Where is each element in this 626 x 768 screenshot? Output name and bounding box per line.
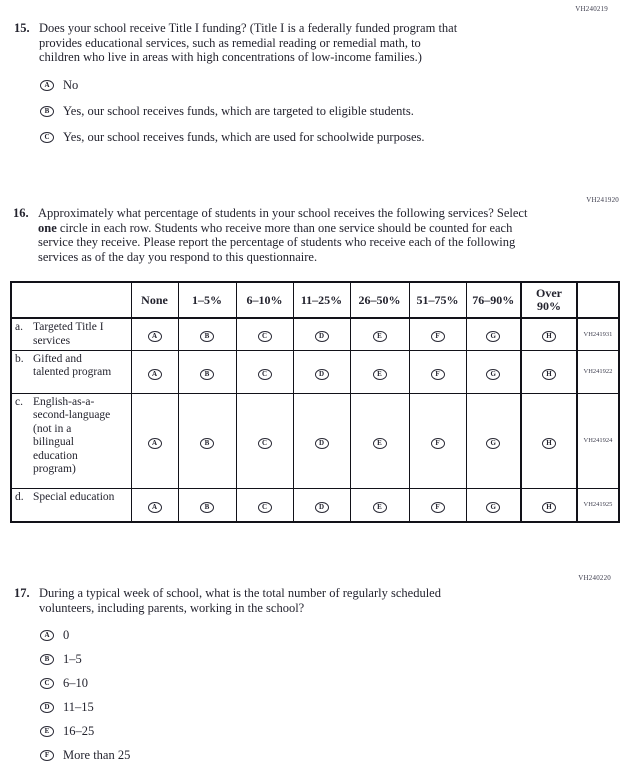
q15-option-a[interactable] xyxy=(40,79,457,93)
q15-option-b[interactable] xyxy=(40,105,457,119)
col-header-none: None xyxy=(131,282,178,318)
response-circle[interactable]: D xyxy=(315,369,329,380)
response-circle[interactable]: E xyxy=(373,438,387,449)
response-circle[interactable]: G xyxy=(486,331,500,342)
answer-circle-c-icon[interactable]: C xyxy=(40,678,54,689)
question-text-line: During a typical week of school, what is the total number of regularly scheduled xyxy=(39,586,441,600)
question-17 xyxy=(14,586,441,762)
question-15 xyxy=(14,21,457,145)
question-text-line: services as of the day you respond to this questionnaire. xyxy=(38,249,318,264)
response-circle[interactable]: E xyxy=(373,331,387,342)
response-circle[interactable]: C xyxy=(258,369,272,380)
response-circle[interactable]: H xyxy=(542,331,556,342)
response-circle[interactable]: D xyxy=(315,331,329,342)
question-16 xyxy=(13,206,527,264)
col-header-over-90: Over 90% xyxy=(521,282,577,318)
question-17-number: 17. xyxy=(14,586,30,600)
col-header-26-50: 26–50% xyxy=(350,282,409,318)
q17-option-e[interactable] xyxy=(40,724,441,738)
row-item-letter: b. xyxy=(15,352,24,365)
answer-circle-e-icon[interactable]: E xyxy=(40,726,54,737)
row-item-label: English-as-a-second-language (not in a bilingual education program) xyxy=(33,395,111,476)
q17-option-d[interactable] xyxy=(40,700,441,714)
question-text-line: volunteers, including parents, working in the school? xyxy=(39,600,305,615)
question-17-options xyxy=(40,628,441,762)
response-circle[interactable]: E xyxy=(373,369,387,380)
row-label-cell xyxy=(11,318,131,350)
table-header-row xyxy=(11,282,619,318)
response-circle[interactable]: F xyxy=(431,502,445,513)
response-circle[interactable]: A xyxy=(148,369,162,380)
row-label-cell xyxy=(11,393,131,488)
col-header-11-25: 11–25% xyxy=(293,282,350,318)
question-15-text xyxy=(39,21,457,65)
q16-response-table xyxy=(10,281,620,523)
question-text-span: circle in each row. Students who receive more than one service should be counted for each xyxy=(56,220,513,235)
form-code-q15: VH240219 xyxy=(575,5,608,13)
question-text-line xyxy=(38,221,527,236)
table-corner-cell xyxy=(11,282,131,318)
question-text-line: service they receive. Please report the percentage of students who receive each of the following xyxy=(38,235,516,250)
question-15-number: 15. xyxy=(14,21,30,35)
row-label-cell xyxy=(11,488,131,522)
response-circle[interactable]: A xyxy=(148,438,162,449)
row-code: VH241925 xyxy=(577,488,619,522)
q17-option-f[interactable] xyxy=(40,748,441,762)
option-label: Yes, our school receives funds, which are targeted to eligible students. xyxy=(63,104,414,119)
q17-option-a[interactable] xyxy=(40,628,441,642)
row-item-letter: c. xyxy=(15,395,23,408)
row-item-label: Special education xyxy=(33,490,115,503)
answer-circle-b-icon[interactable]: B xyxy=(40,654,54,665)
table-row-b xyxy=(11,350,619,393)
response-circle[interactable]: C xyxy=(258,502,272,513)
table-row-d xyxy=(11,488,619,522)
row-item-label: Targeted Title I services xyxy=(33,321,104,347)
option-label: 1–5 xyxy=(63,651,82,666)
option-label: Yes, our school receives funds, which are used for schoolwide purposes. xyxy=(63,130,425,145)
response-circle[interactable]: A xyxy=(148,331,162,342)
response-circle[interactable]: B xyxy=(200,502,214,513)
form-code-q17: VH240220 xyxy=(578,574,611,582)
response-circle[interactable]: B xyxy=(200,369,214,380)
question-16-text xyxy=(38,206,527,264)
answer-circle-b-icon[interactable]: B xyxy=(40,106,54,117)
response-circle[interactable]: A xyxy=(148,502,162,513)
question-text-line: Approximately what percentage of students in your school receives the following services? Select xyxy=(38,206,528,220)
form-code-q16: VH241920 xyxy=(586,196,619,204)
question-text-line: children who live in areas with high concentrations of low-income families.) xyxy=(39,50,422,65)
option-label: 11–15 xyxy=(63,699,94,714)
q15-option-c[interactable] xyxy=(40,131,457,145)
question-15-options xyxy=(40,79,457,145)
option-label: 6–10 xyxy=(63,675,88,690)
bold-word: one xyxy=(38,220,57,235)
col-header-6-10: 6–10% xyxy=(236,282,293,318)
answer-circle-d-icon[interactable]: D xyxy=(40,702,54,713)
answer-circle-c-icon[interactable]: C xyxy=(40,132,54,143)
response-circle[interactable]: F xyxy=(431,369,445,380)
row-item-letter: d. xyxy=(15,490,24,503)
question-text-line: Does your school receive Title I funding? (Title I is a federally funded program that xyxy=(39,21,458,35)
row-code: VH241924 xyxy=(577,393,619,488)
option-label: No xyxy=(63,78,79,93)
table-row-a xyxy=(11,318,619,350)
response-circle[interactable]: H xyxy=(542,502,556,513)
response-circle[interactable]: D xyxy=(315,438,329,449)
q17-option-b[interactable] xyxy=(40,652,441,666)
answer-circle-a-icon[interactable]: A xyxy=(40,80,54,91)
option-label: More than 25 xyxy=(63,747,131,762)
row-label-cell xyxy=(11,350,131,393)
question-17-text xyxy=(39,586,441,615)
response-circle[interactable]: B xyxy=(200,438,214,449)
response-circle[interactable]: F xyxy=(431,438,445,449)
col-header-1-5: 1–5% xyxy=(178,282,236,318)
row-item-label: Gifted and talented program xyxy=(33,352,112,379)
answer-circle-f-icon[interactable]: F xyxy=(40,750,54,761)
response-circle[interactable]: B xyxy=(200,331,214,342)
row-item-letter: a. xyxy=(15,321,23,333)
question-text-line: provides educational services, such as remedial reading or remedial math, to xyxy=(39,35,421,50)
answer-circle-a-icon[interactable]: A xyxy=(40,630,54,641)
table-row-c xyxy=(11,393,619,488)
response-circle[interactable]: F xyxy=(431,331,445,342)
response-circle[interactable]: H xyxy=(542,369,556,380)
response-circle[interactable]: G xyxy=(486,438,500,449)
response-circle[interactable]: E xyxy=(373,502,387,513)
response-circle[interactable]: C xyxy=(258,438,272,449)
col-header-code xyxy=(577,282,619,318)
response-circle[interactable]: H xyxy=(542,438,556,449)
col-header-76-90: 76–90% xyxy=(466,282,521,318)
question-16-number: 16. xyxy=(13,206,29,220)
col-header-51-75: 51–75% xyxy=(409,282,466,318)
option-label: 16–25 xyxy=(63,723,95,738)
response-circle[interactable]: D xyxy=(315,502,329,513)
response-circle[interactable]: G xyxy=(486,369,500,380)
row-code: VH241931 xyxy=(577,318,619,350)
response-circle[interactable]: G xyxy=(486,502,500,513)
row-code: VH241922 xyxy=(577,350,619,393)
response-circle[interactable]: C xyxy=(258,331,272,342)
q17-option-c[interactable] xyxy=(40,676,441,690)
option-label: 0 xyxy=(63,627,70,642)
